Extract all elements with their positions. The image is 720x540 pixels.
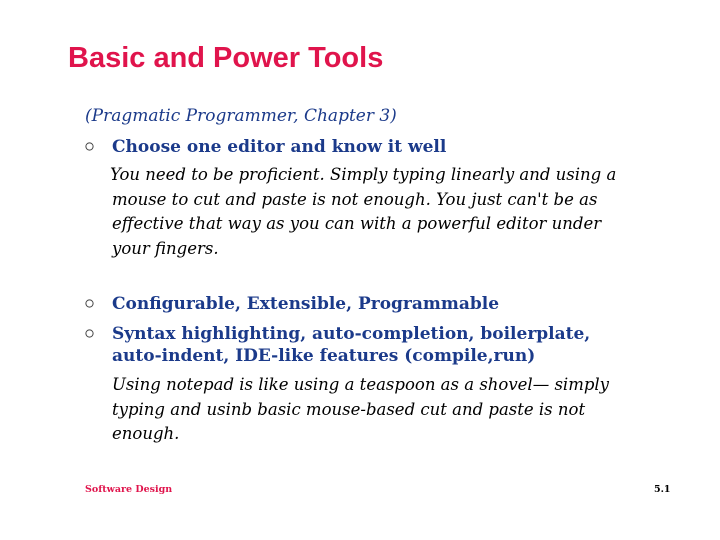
footer-course-name: Software Design [85,484,173,495]
note-paragraph: Using notepad is like using a teaspoon as a shovel— simply typing and usinb basic mouse-based cut and paste is not enough. [112,375,610,443]
open-circle-bullet-icon [85,329,94,338]
footer-slide-number: 5.1 [654,484,671,495]
bullet-item [85,323,645,367]
open-circle-bullet-icon [85,142,94,151]
bullet-item [85,293,645,315]
bullet-text: Configurable, Extensible, Programmable [112,294,500,314]
slide-subtitle: (Pragmatic Programmer, Chapter 3) [85,106,397,126]
bullet-text: Syntax highlighting, auto-completion, boilerplate, auto-indent, IDE-like features (compile,run) [112,324,591,366]
bullet-item [85,136,645,158]
bullet-text: Choose one editor and know it well [112,137,447,157]
open-circle-bullet-icon [85,299,94,308]
slide-title: Basic and Power Tools [68,42,384,74]
note-paragraph: You need to be proficient. Simply typing linearly and using a mouse to cut and paste is not enough. You just can't be as effective that way as you can with a powerful editor under your fingers. [110,165,617,258]
